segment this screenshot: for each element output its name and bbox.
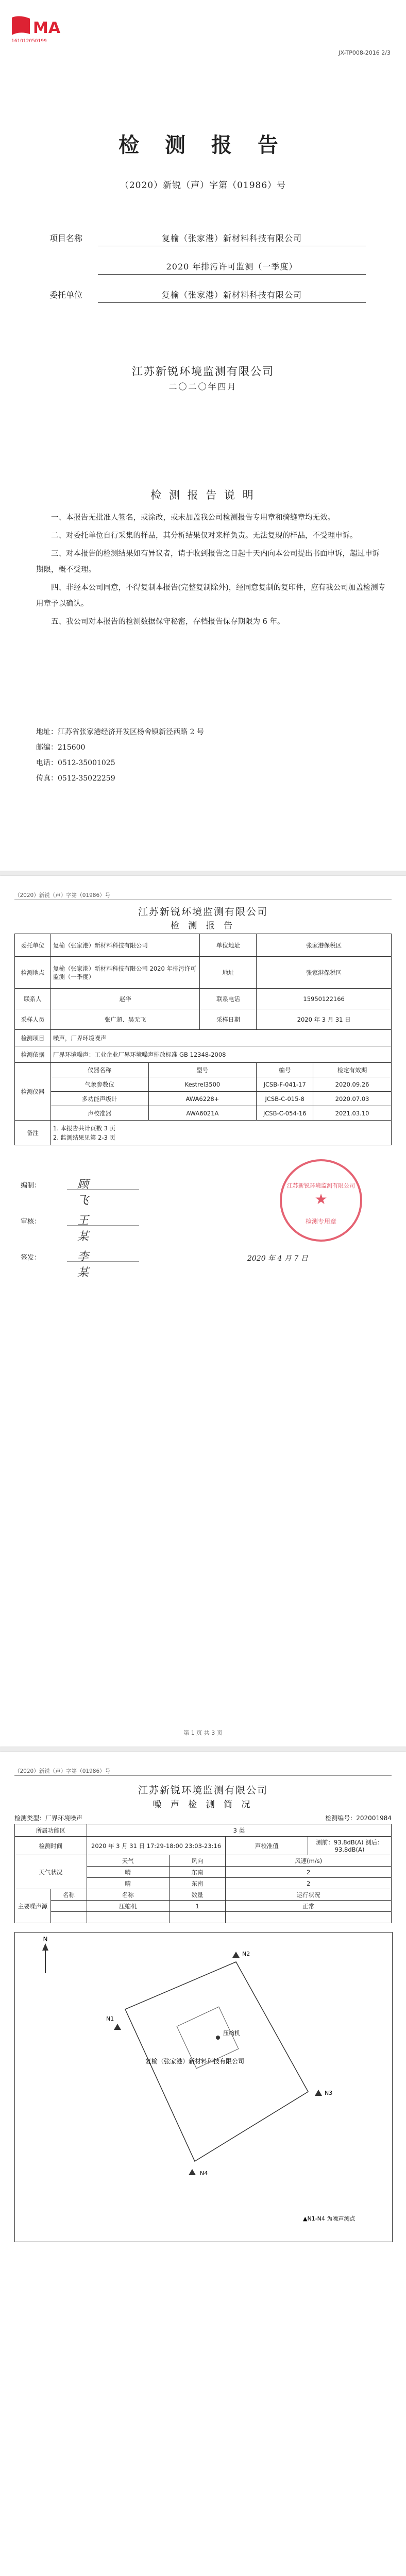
table-row: [15, 1009, 392, 1030]
cell-label: 委托单位: [15, 934, 51, 957]
measurement-point-n1: [106, 2015, 121, 2030]
sig-name: 顾飞: [77, 1178, 89, 1207]
measurement-point-n3: [315, 2090, 332, 2096]
point-label: N3: [325, 2090, 333, 2096]
instrument-cell: 2020.07.03: [313, 1092, 392, 1106]
org-name: 江苏新锐环境监测有限公司: [132, 365, 274, 378]
contact-label: 地址：: [36, 728, 58, 736]
instrument-cell: JCSB-C-015-8: [257, 1092, 313, 1106]
seal-sub: 检测专用章: [305, 1218, 337, 1225]
noise-overview-page: [0, 1752, 406, 2576]
cell-label: 采样日期: [200, 1009, 257, 1030]
sig-label: 编制：: [21, 1182, 41, 1190]
info-row-subproject: [31, 255, 381, 278]
noise-cell: 1: [169, 1901, 226, 1912]
report-number: （2020）新锐（声）字第（01986）号: [120, 180, 286, 191]
cell-value: 张家港保税区: [257, 957, 392, 989]
table-row: [15, 934, 392, 957]
instrument-header: 编号: [257, 1063, 313, 1077]
info-value: 2020 年排污许可监测（一季度）: [98, 260, 366, 275]
cell-label: 检测依据: [15, 1046, 51, 1063]
cell-label: 联系电话: [200, 989, 257, 1009]
logo-letters: MA: [33, 19, 61, 37]
table-row: [15, 1046, 392, 1063]
org-heading: 江苏新锐环境监测有限公司: [138, 1785, 268, 1796]
sig-name: 李某: [77, 1250, 89, 1279]
sig-name: 王某: [77, 1214, 89, 1243]
plant-label: 复榆（张家港）新材料科技有限公司: [145, 2058, 245, 2065]
cell-value: 2020 年 3 月 31 日 17:29-18:00 23:03-23:16: [87, 1837, 226, 1855]
weather-col: 风速(m/s): [226, 1855, 392, 1867]
site-diagram: [14, 1932, 392, 2241]
header-divider: [14, 1775, 392, 1776]
info-label: 项目名称: [49, 233, 82, 243]
signature-issuer: [21, 1250, 89, 1279]
table-row: [15, 1030, 392, 1046]
cell-value: 张广超、吴无飞: [50, 1009, 200, 1030]
signature-reviewer: [21, 1214, 89, 1243]
info-row-project: [31, 227, 381, 249]
overview-table: [14, 1824, 392, 1923]
weather-cell: 2: [226, 1878, 392, 1889]
report-subtitle: 检 测 报 告: [170, 921, 236, 931]
instrument-cell: 声校准器: [50, 1106, 148, 1121]
instrument-header: 型号: [148, 1063, 257, 1077]
table-row: [15, 1901, 392, 1912]
notes-title: 检 测 报 告 说 明: [150, 489, 256, 501]
weather-cell: 2: [226, 1867, 392, 1878]
cell-value: 厂界环境噪声：工业企业厂界环境噪声排放标准 GB 12348-2008: [50, 1046, 391, 1063]
page-header: （2020）新锐（声）字第（01986）号: [14, 892, 111, 899]
seal-text: 江苏新锐环境监测有限公司: [287, 1182, 355, 1189]
cell-label: 联系人: [15, 989, 51, 1009]
cell-label: 地址: [200, 957, 257, 989]
note-item: 五、我公司对本报告的检测数据保守秘密，存档报告保存期限为 6 年。: [51, 618, 285, 626]
instrument-cell: Kestrel3500: [148, 1077, 257, 1092]
contact-label: 传真：: [36, 774, 58, 783]
table-row: [15, 1855, 392, 1867]
info-row-client: [31, 283, 381, 306]
table-row: [15, 1106, 392, 1121]
cover-page: [0, 0, 406, 871]
cell-label: 检测项目: [15, 1030, 51, 1046]
page-header: （2020）新锐（声）字第（01986）号: [14, 1768, 111, 1774]
remarks-cell: [50, 1121, 391, 1145]
type-no: 检测编号：202001984: [325, 1815, 392, 1822]
cell-label: 检测时间: [15, 1837, 87, 1855]
summary-table: [14, 934, 392, 1145]
logo-number: 161012050199: [11, 39, 47, 44]
cell-label: 单位地址: [200, 934, 257, 957]
instrument-cell: 2021.03.10: [313, 1106, 392, 1121]
cell-label: 采样人员: [15, 1009, 51, 1030]
instrument-cell: 气象参数仪: [50, 1077, 148, 1092]
cell-value: 15950122166: [257, 989, 392, 1009]
weather-cell: 晴: [87, 1867, 169, 1878]
note-item: 一、本报告无批准人签名，或涂改，或未加盖我公司检测报告专用章和骑缝章均无效。: [51, 514, 335, 522]
instrument-header: 检定有效期: [313, 1063, 392, 1077]
table-row: [15, 1912, 392, 1923]
type-label: 检测类型：厂界环境噪声: [14, 1815, 83, 1822]
table-row: [15, 1837, 392, 1855]
noise-col: 数量: [169, 1889, 226, 1901]
point-label: N4: [200, 2170, 208, 2177]
contact-value: 0512-35001025: [58, 759, 115, 767]
report-title: 检 测 报 告: [119, 133, 287, 157]
contact-address: [36, 726, 345, 737]
cell-value: 赵华: [50, 989, 200, 1009]
table-row: [15, 1889, 392, 1901]
diagram-legend: ▲N1-N4 为噪声测点: [303, 2215, 356, 2222]
weather-cell: 东南: [169, 1867, 226, 1878]
cma-logo: [9, 13, 66, 44]
doc-number: JX-TP008-2016 2/3: [339, 49, 391, 56]
noise-col: 名称: [87, 1889, 169, 1901]
instrument-cell: 多功能声级计: [50, 1092, 148, 1106]
info-label: 委托单位: [49, 290, 82, 300]
weather-cell: 东南: [169, 1878, 226, 1889]
contact-phone: [36, 757, 345, 768]
svg-text:★: ★: [314, 1191, 328, 1208]
info-value: 复榆（张家港）新材料科技有限公司: [98, 289, 366, 303]
instrument-cell: 2020.09.26: [313, 1077, 392, 1092]
signature-compiler: [21, 1178, 89, 1207]
north-arrow-icon: [42, 1936, 48, 1973]
type-line: [14, 1814, 392, 1822]
contact-fax: [36, 773, 345, 783]
point-label: N2: [242, 1951, 250, 1957]
north-label: N: [43, 1936, 48, 1943]
official-seal: [277, 1157, 365, 1244]
instrument-header: 仪器名称: [50, 1063, 148, 1077]
sig-label: 审核：: [21, 1218, 41, 1226]
cell-value: 复榆（张家港）新材料科技有限公司: [50, 934, 200, 957]
weather-cell: 晴: [87, 1878, 169, 1889]
table-row: [15, 1121, 392, 1145]
org-heading: 江苏新锐环境监测有限公司: [138, 906, 268, 918]
contact-value: 江苏省张家港经济开发区杨舍镇新泾西路 2 号: [58, 728, 204, 736]
cell-value: 测前：93.8dB(A) 测后：93.8dB(A): [308, 1837, 392, 1855]
noise-cell: 正常: [226, 1901, 392, 1912]
remark-line: 1. 本报告共计页数 3 页: [53, 1124, 116, 1132]
cell-label: 所属功能区: [15, 1824, 87, 1837]
cell-value: 3 类: [87, 1824, 391, 1837]
remark-line: 2. 监测结果见第 2-3 页: [53, 1133, 116, 1141]
cell-label: 声校准值: [226, 1837, 308, 1855]
issue-date: 2020 年 4 月 7 日: [247, 1255, 308, 1263]
source-label: 压缩机: [223, 2030, 240, 2037]
contact-zip: [36, 742, 345, 752]
table-row: [15, 1063, 392, 1077]
cell-label: 检测仪器: [15, 1063, 51, 1121]
contact-label: 邮编：: [36, 743, 58, 752]
noise-source-marker: [216, 2029, 240, 2040]
contact-value: 0512-35022259: [58, 774, 115, 783]
table-row: [15, 989, 392, 1009]
notes-list: [36, 510, 386, 632]
note-item: 三、对本报告的检测结果如有异议者，请于收到报告之日起十天内向本公司提出书面申诉，超过申诉期限，概不受理。: [36, 550, 380, 574]
report-date: 二〇二〇年四月: [168, 382, 238, 392]
instrument-cell: AWA6228+: [148, 1092, 257, 1106]
note-item: 四、非经本公司同意，不得复制本报告(完整复制除外)，经同意复制的复印件，应有我公司加盖检测专用章予以确认。: [36, 584, 386, 608]
cell-value: 2020 年 3 月 31 日: [257, 1009, 392, 1030]
report-summary-page: [0, 876, 406, 1747]
instrument-cell: JCSB-F-041-17: [257, 1077, 313, 1092]
table-row: [15, 957, 392, 989]
weather-col: 风向: [169, 1855, 226, 1867]
info-value: 复榆（张家港）新材料科技有限公司: [98, 232, 366, 246]
cell-value: 张家港保税区: [257, 934, 392, 957]
instrument-cell: AWA6021A: [148, 1106, 257, 1121]
cell-value: 噪声，厂界环境噪声: [50, 1030, 391, 1046]
page-footer: 第 1 页 共 3 页: [183, 1730, 223, 1736]
measurement-point-n2: [232, 1951, 250, 1958]
table-row: [15, 1077, 392, 1092]
contact-value: 215600: [58, 743, 86, 752]
noise-col: 名称: [50, 1889, 87, 1901]
noise-col: 运行状况: [226, 1889, 392, 1901]
cell-label: 备注: [15, 1121, 51, 1145]
sig-label: 签发：: [21, 1254, 41, 1262]
weather-col: 天气: [87, 1855, 169, 1867]
measurement-point-n4: [189, 2169, 208, 2177]
cell-label: 天气状况: [15, 1855, 87, 1889]
contact-label: 电话：: [36, 759, 58, 767]
point-label: N1: [106, 2015, 114, 2022]
overview-subtitle: 噪 声 检 测 简 况: [153, 1800, 253, 1810]
instrument-cell: JCSB-C-054-16: [257, 1106, 313, 1121]
note-item: 二、对委托单位自行采集的样品，其分析结果仅对来样负责。无法复现的样品，不受理申诉。: [51, 532, 358, 540]
table-row: [15, 1824, 392, 1837]
cell-label: 主要噪声源: [15, 1889, 51, 1923]
noise-cell: 压缩机: [87, 1901, 169, 1912]
cell-value: 复榆（张家港）新材料科技有限公司 2020 年排污许可监测（一季度）: [50, 957, 200, 989]
cell-label: 检测地点: [15, 957, 51, 989]
table-row: [15, 1092, 392, 1106]
